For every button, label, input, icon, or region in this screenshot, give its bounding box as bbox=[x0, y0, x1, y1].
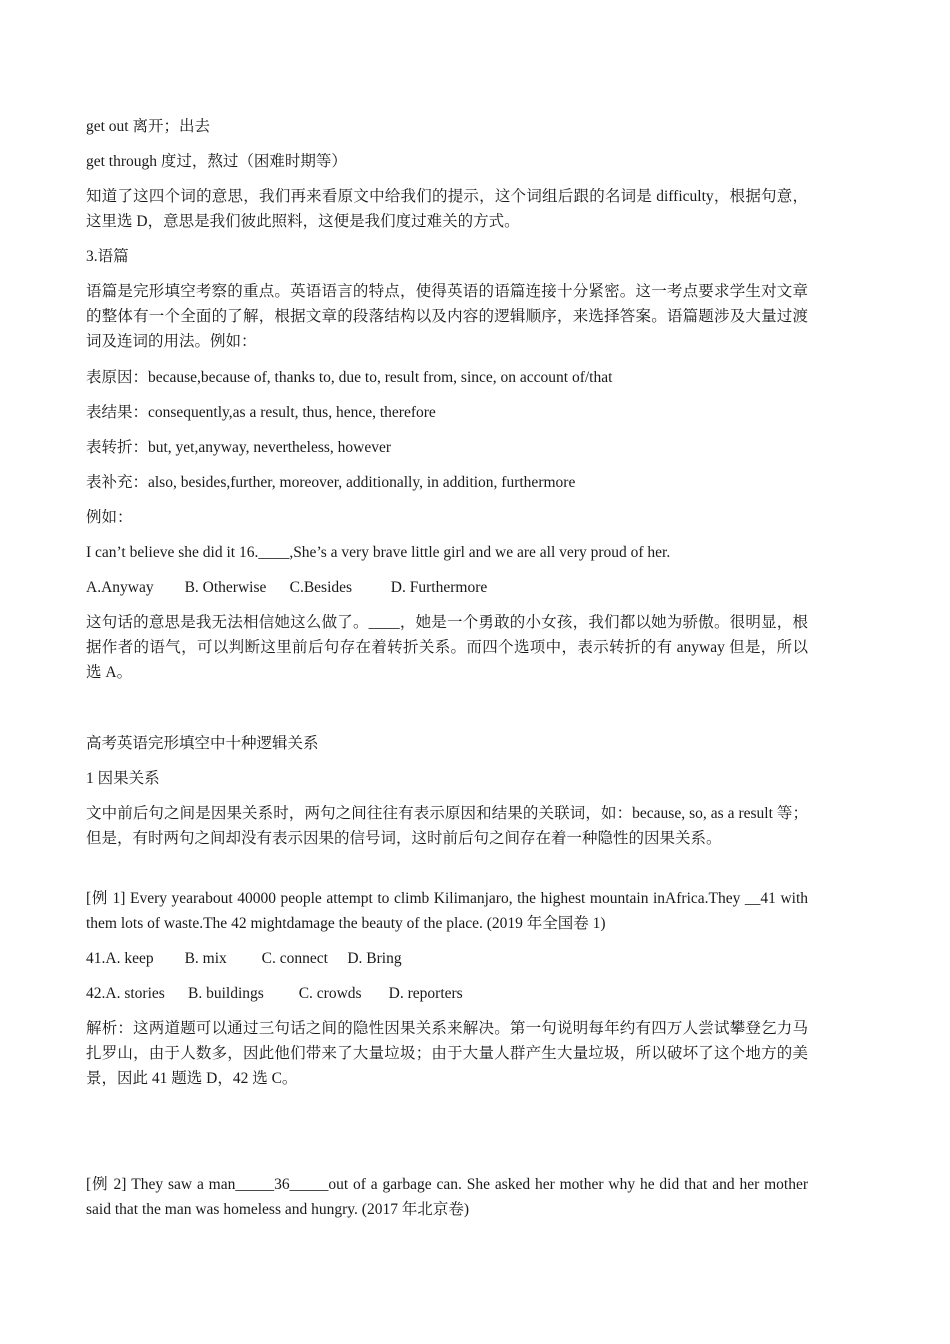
section-heading-discourse: 3.语篇 bbox=[86, 248, 129, 265]
list-item-addition: 表补充：also, besides,further, moreover, additionally, in addition, furthermore bbox=[86, 474, 576, 491]
vocab-get-through: get through 度过，熬过（困难时期等） bbox=[86, 153, 347, 170]
example-1-analysis: 解析：这两道题可以通过三句话之间的隐性因果关系来解决。第一句说明每年约有四万人尝试攀登乞力马扎罗山，由于人数多，因此他们带来了大量垃圾；由于大量人群产生大量垃圾，所以破坏了这个地方的美景，因此 41 题选 D，42 选 C。 bbox=[86, 1020, 808, 1087]
paragraph-discourse-intro: 语篇是完形填空考察的重点。英语语言的特点，使得英语的语篇连接十分紧密。这一考点要求学生对文章的整体有一个全面的了解，根据文章的段落结构以及内容的逻辑顺序，来选择答案。语篇题涉及大量过渡词及连词的用法。例如： bbox=[86, 283, 808, 350]
example-analysis: 这句话的意思是我无法相信她这么做了。____，她是一个勇敢的小女孩，我们都以她为骄傲。很明显，根据作者的语气，可以判断这里前后句存在着转折关系。而四个选项中，表示转折的有 anyway 但是，所以选 A。 bbox=[86, 614, 808, 681]
example-sentence: I can’t believe she did it 16.____,She’s a very brave little girl and we are all very proud of her. bbox=[86, 544, 671, 561]
list-item-cause: 表原因：because,because of, thanks to, due to, result from, since, on account of/that bbox=[86, 369, 613, 386]
example-options: A.Anyway B. Otherwise C.Besides D. Furthermore bbox=[86, 579, 488, 596]
example-2-passage: [例 2] They saw a man_____36_____out of a garbage can. She asked her mother why he did that and her mother said that the man was homeless and hungry. (2017 年北京卷) bbox=[86, 1176, 808, 1218]
example-1-options-42: 42.A. stories B. buildings C. crowds D. reporters bbox=[86, 985, 463, 1002]
subheading-causal: 1 因果关系 bbox=[86, 770, 160, 787]
example-1-passage: [例 1] Every yearabout 40000 people attempt to climb Kilimanjaro, the highest mountain inAfrica.They __41 with them lots of waste.The 42 mightdamage the beauty of the place. (2019 年全国卷 1) bbox=[86, 890, 808, 932]
vocab-get-out: get out 离开；出去 bbox=[86, 118, 210, 135]
paragraph-causal-intro: 文中前后句之间是因果关系时，两句之间往往有表示原因和结果的关联词，如：because, so, as a result 等；但是，有时两句之间却没有表示因果的信号词，这时前后句之间存在着一种隐性的因果关系。 bbox=[86, 805, 808, 847]
example-label: 例如： bbox=[86, 509, 133, 526]
example-1-options-41: 41.A. keep B. mix C. connect D. Bring bbox=[86, 950, 402, 967]
section-title-logic: 高考英语完形填空中十种逻辑关系 bbox=[86, 735, 319, 752]
list-item-result: 表结果：consequently,as a result, thus, hence, therefore bbox=[86, 404, 436, 421]
paragraph-explanation: 知道了这四个词的意思，我们再来看原文中给我们的提示，这个词组后跟的名词是 difficulty，根据句意，这里选 D，意思是我们彼此照料，这便是我们度过难关的方式。 bbox=[86, 188, 808, 230]
list-item-contrast: 表转折：but, yet,anyway, nevertheless, however bbox=[86, 439, 392, 456]
